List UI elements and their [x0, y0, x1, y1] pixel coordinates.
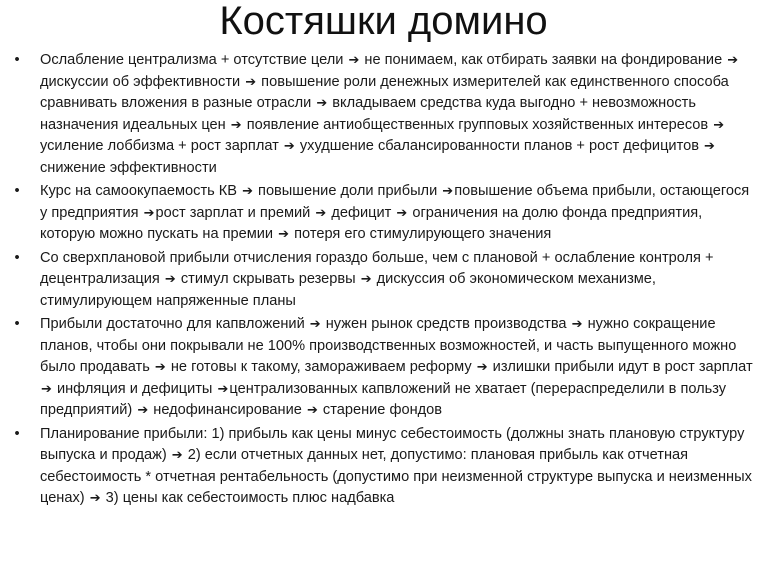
bullet-text-segment: централизованных капвложений не хватает (перераспределили в пользу предприятий) — [40, 380, 727, 418]
arrow-right-icon: ➔ — [171, 447, 183, 462]
bullet-text-segment: рост зарплат и премий — [155, 204, 315, 221]
bullet-text-segment: снижение эффективности — [40, 159, 217, 176]
bullet-dot-icon: • — [14, 425, 20, 442]
bullet-text-segment: дискуссии об эффективности — [40, 73, 245, 90]
arrow-right-icon: ➔ — [164, 271, 176, 286]
bullet-text-segment: дефицит — [327, 204, 396, 221]
bullet-text-segment: ограничения на долю фонда предприятия, которую можно пускать на премии — [40, 204, 703, 242]
bullet-text-segment: излишки прибыли идут в рост зарплат — [488, 359, 753, 375]
bullet-text-segment: Курс на самоокупаемость КВ — [40, 183, 242, 199]
arrow-right-icon: ➔ — [727, 52, 739, 67]
bullet-item — [10, 424, 760, 510]
arrow-right-icon: ➔ — [217, 380, 229, 396]
bullet-text-segment: Прибыли достаточно для капвложений — [40, 316, 309, 332]
bullet-item — [10, 50, 760, 179]
bullet-dot-icon: • — [14, 183, 20, 199]
bullet-dot-icon: • — [14, 249, 20, 266]
arrow-right-icon: ➔ — [571, 316, 583, 331]
bullet-text-segment: Со сверхплановой прибыли отчисления гораздо больше, чем с плановой + ослабление контроля + децентрализация — [40, 249, 714, 287]
arrow-right-icon: ➔ — [704, 138, 715, 153]
bullet-text-segment: повышение доли прибыли — [253, 183, 442, 199]
arrow-right-icon: ➔ — [242, 183, 253, 198]
arrow-right-icon: ➔ — [476, 359, 488, 374]
arrow-right-icon: ➔ — [360, 271, 372, 286]
bullet-text-segment: повышение роли денежных измерителей как единственного способа сравнивать вложения в разные отрасли — [40, 73, 729, 111]
bullet-text-segment: Ослабление централизма + отсутствие цели — [40, 52, 348, 68]
arrow-right-icon: ➔ — [396, 204, 408, 220]
arrow-right-icon: ➔ — [442, 183, 454, 198]
arrow-right-icon: ➔ — [230, 116, 242, 132]
arrow-right-icon: ➔ — [41, 380, 52, 396]
bullet-dot-icon: • — [14, 52, 20, 68]
arrow-right-icon: ➔ — [143, 204, 155, 220]
bullet-text-segment: нужен рынок средств производства — [321, 316, 571, 332]
bullet-text-segment: старение фондов — [318, 402, 443, 418]
arrow-right-icon: ➔ — [154, 359, 166, 374]
bullet-text-segment: не понимаем, как отбирать заявки на фондирование — [360, 52, 727, 68]
arrow-right-icon: ➔ — [89, 490, 101, 505]
bullet-dot-icon: • — [14, 316, 20, 332]
arrow-right-icon: ➔ — [278, 226, 290, 241]
bullet-text-segment: дискуссия об экономическом механизме, стимулирующем напряженные планы — [40, 271, 656, 309]
arrow-right-icon: ➔ — [137, 402, 149, 417]
bullet-text-segment: повышение объема прибыли, остающегося у предприятия — [40, 183, 750, 221]
bullet-text-segment: ухудшение сбалансированности планов + рост дефицитов — [295, 138, 704, 154]
bullet-text-segment: стимул скрывать резервы — [176, 271, 360, 287]
slide-title: Костяшки домино — [219, 0, 548, 43]
bullet-item — [10, 248, 760, 313]
arrow-right-icon: ➔ — [348, 52, 360, 67]
bullet-item — [10, 314, 760, 422]
bullet-item — [10, 181, 760, 246]
arrow-right-icon: ➔ — [315, 204, 327, 220]
arrow-right-icon: ➔ — [306, 402, 318, 417]
arrow-right-icon: ➔ — [316, 95, 328, 110]
arrow-right-icon: ➔ — [283, 138, 295, 153]
bullet-text-segment: Планирование прибыли: 1) прибыль как цены минус себестоимость (должны знать плановую структуру выпуска и продаж) — [40, 425, 745, 463]
bullet-text-segment: потеря его стимулирующего значения — [290, 226, 552, 242]
bullet-text-segment: появление антиобщественных групповых хозяйственных интересов — [242, 116, 713, 133]
arrow-right-icon: ➔ — [245, 73, 257, 89]
arrow-right-icon: ➔ — [713, 116, 725, 132]
bullet-text-segment: 2) если отчетных данных нет, допустимо: плановая прибыль как отчетная себестоимость * отчетная рентабельность (допустимо при неизменной структуре выпуска и неизменных ценах) — [40, 447, 752, 506]
arrow-right-icon: ➔ — [309, 316, 321, 331]
bullet-text-segment: не готовы к такому, замораживаем реформу — [166, 359, 476, 375]
bullet-text-segment: нужно сокращение планов, чтобы они покрывали не 100% производственных возможностей, и часть выпущенного можно было продавать — [40, 316, 737, 375]
bullet-list — [10, 50, 760, 512]
bullet-text-segment: вкладываем средства куда выгодно + невозможность назначения идеальных цен — [40, 95, 696, 133]
bullet-text-segment: инфляция и дефициты — [52, 380, 217, 397]
bullet-text-segment: 3) цены как себестоимость плюс надбавка — [101, 490, 395, 506]
bullet-text-segment: усиление лоббизма + рост зарплат — [40, 138, 283, 154]
bullet-text-segment: недофинансирование — [149, 402, 306, 418]
